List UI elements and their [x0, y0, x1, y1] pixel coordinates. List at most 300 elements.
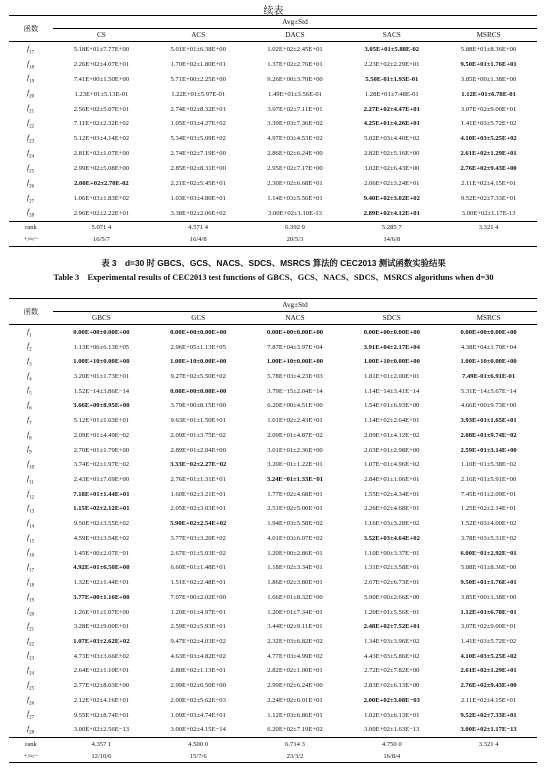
result-cell: 1.00E+10±0.00E+00 — [170, 358, 227, 366]
result-cell: 5.12E+01±1.63E+01 — [73, 417, 130, 425]
function-label: $f_{20}$ — [27, 88, 35, 100]
result-cell: 3.79E+00±8.15E+00 — [170, 402, 226, 410]
table-row — [9, 116, 537, 131]
function-label: $f_{21}$ — [27, 103, 35, 115]
function-label: $f_6$ — [27, 400, 32, 412]
table-row — [9, 561, 537, 576]
result-cell: 2.77E+02±8.03E+00 — [73, 682, 130, 690]
result-cell: 3.00E+02±1.17E-13 — [461, 209, 516, 217]
result-cell: 1.66E+01±8.32E+00 — [267, 593, 323, 601]
result-cell: 1.20E+01±4.97E−01 — [170, 608, 226, 616]
result-cell: 2.51E+02±5.00E+01 — [267, 505, 323, 513]
function-label: $f_{26}$ — [27, 177, 35, 190]
wtl-label: +/≈/− — [9, 750, 53, 763]
result-cell: 1.32E+02±1.44E+01 — [73, 579, 130, 587]
algorithm-header: NACS — [247, 312, 344, 325]
result-cell: 5.31E−14±5.67E−14 — [460, 387, 517, 395]
result-cell: 7.49E-01±6.91E-01 — [462, 373, 516, 381]
rank-value: 3.321 4 — [440, 221, 537, 234]
result-cell: 3.77E+03±3.20E+02 — [170, 534, 226, 542]
result-cell: 2.43E+01±7.69E+00 — [73, 476, 130, 484]
result-cell: 9.50E+01±1.76E+01 — [460, 579, 517, 587]
function-label: $f_{26}$ — [27, 694, 35, 707]
result-cell: 1.02E+02±2.45E+01 — [247, 42, 344, 57]
result-cell: 1.10E+00±3.37E−01 — [364, 549, 420, 557]
result-cell: 3.44E+02±9.11E+01 — [267, 623, 323, 631]
result-cell: 2.59E+01±3.14E+00 — [460, 446, 517, 454]
rank-value: 5.071 4 — [53, 221, 150, 234]
result-cell: 3.93E+01±1.65E+01 — [460, 417, 517, 425]
continued-title: 续表 — [263, 6, 284, 17]
result-cell: 1.12E+01±6.78E-01 — [461, 90, 516, 98]
result-cell: 1.14E−14±3.41E−14 — [364, 387, 420, 395]
result-cell: 2.09E+01±4.87E−02 — [267, 431, 323, 439]
result-cell: 4.38E+04±1.70E+04 — [460, 343, 517, 351]
table-row — [9, 708, 537, 723]
result-cell: 5.18E+01±7.77E+00 — [53, 42, 150, 57]
result-cell: 2.89E+01±2.04E+00 — [170, 446, 226, 454]
result-cell: 1.15E+02±2.12E+01 — [73, 505, 130, 513]
table-row — [9, 472, 537, 487]
table-row — [9, 340, 537, 355]
result-cell: 1.55E+02±4.34E+01 — [364, 490, 420, 498]
result-cell: 2.76E+01±1.31E+01 — [170, 476, 226, 484]
result-cell: 2.84E+01±1.06E+01 — [364, 476, 420, 484]
result-cell: 2.82E+02±5.16E+00 — [364, 150, 420, 158]
result-cell: 3.28E+02±9.00E+01 — [73, 623, 130, 631]
result-cell: 2.48E+02±7.52E+01 — [363, 623, 420, 631]
result-cell: 1.12E+01±6.78E−01 — [460, 608, 517, 616]
rank-row — [9, 221, 537, 234]
result-cell: 1.54E+01±6.93E+00 — [364, 402, 420, 410]
result-cell: 9.47E+02±4.03E+02 — [170, 637, 226, 645]
result-cell: 3.85E+00±1.38E+00 — [460, 75, 517, 83]
table-row — [9, 42, 537, 57]
function-label: $f_{24}$ — [27, 665, 35, 677]
result-cell: 3.39E+03±7.36E+02 — [267, 120, 323, 128]
result-cell: 2.32E+03±6.82E+02 — [267, 637, 323, 645]
result-cell: 9.40E+02±3.02E+02 — [363, 194, 420, 202]
result-cell: 9.50E+02±3.55E+02 — [73, 520, 130, 528]
result-cell: 3.00E+02±1.17E−13 — [460, 726, 517, 734]
result-cell: 1.16E+03±3.28E+02 — [364, 520, 420, 528]
result-cell: 5.50E-01±1.93E-01 — [365, 75, 419, 83]
result-cell: 4.43E+03±5.86E+02 — [364, 652, 420, 660]
table-row — [9, 87, 537, 102]
result-cell: 2.09E+01±4.12E−02 — [364, 431, 420, 439]
result-cell: 1.02E+03±6.13E+01 — [364, 711, 420, 719]
result-cell: 1.09E+03±4.74E+01 — [170, 711, 226, 719]
result-cell: 5.01E+01±6.38E+00 — [150, 42, 247, 57]
result-cell: 0.00E+00±0.00E+00 — [343, 325, 440, 340]
function-label: $f_{22}$ — [27, 635, 35, 648]
result-cell: 3.38E+02±2.06E+02 — [170, 209, 226, 217]
wtl-value — [440, 750, 537, 763]
result-cell: 6.20E+02±7.19E+02 — [267, 726, 323, 734]
function-label: $f_{14}$ — [27, 517, 35, 530]
result-cell: 1.06E+03±1.83E+02 — [73, 194, 130, 202]
result-cell: 2.16E+01±5.91E+00 — [460, 476, 517, 484]
rank-label: rank — [9, 738, 53, 751]
result-cell: 9.50E+01±1.76E+01 — [460, 60, 517, 68]
function-label: $f_{18}$ — [27, 576, 35, 589]
function-label: $f_3$ — [27, 356, 32, 368]
result-cell: 7.18E+01±1.44E+01 — [73, 490, 130, 498]
result-cell: 1.00E+10±0.00E+00 — [460, 358, 517, 366]
function-label: $f_{19}$ — [27, 73, 35, 85]
result-cell: 2.00E+02±3.08E−03 — [363, 696, 420, 704]
result-cell: 1.18E+02±3.34E+01 — [267, 564, 323, 572]
result-cell: 2.59E+02±5.93E+01 — [170, 623, 226, 631]
result-cell: 2.74E+02±8.32E+01 — [170, 105, 226, 113]
result-cell: 2.61E+02±1.29E+01 — [460, 150, 517, 158]
table-row — [9, 678, 537, 693]
table-row — [9, 146, 537, 161]
function-label: $f_{28}$ — [27, 207, 35, 219]
function-label: $f_{15}$ — [27, 532, 35, 545]
rank-value: 3.321 4 — [440, 738, 537, 751]
result-cell: 2.76E+02±9.43E+00 — [460, 682, 517, 690]
result-cell: 3.24E−01±1.33E−01 — [266, 476, 324, 484]
result-cell: 3.79E−15±2.04E−14 — [267, 387, 323, 395]
result-cell: 1.00E+10±0.00E+00 — [73, 358, 130, 366]
function-label: $f_{22}$ — [27, 118, 35, 130]
result-cell: 2.96E+05±1.13E+05 — [170, 343, 226, 351]
table-caption-cn: 表 3 d=30 时 GBCS、GCS、NACS、SDCS、MSRCS 算法的 CEC2013 测试函数实验结果 — [101, 258, 446, 268]
rank-row — [9, 738, 537, 751]
result-cell: 2.12E+02±4.16E+01 — [73, 696, 130, 704]
result-cell: 3.78E+03±5.31E+02 — [460, 534, 517, 542]
function-label: $f_2$ — [27, 341, 32, 353]
rank-value: 4.571 4 — [150, 221, 247, 234]
result-cell: 2.72E+02±7.82E+00 — [364, 667, 420, 675]
table-row — [9, 531, 537, 546]
function-label: $f_{27}$ — [27, 192, 35, 205]
result-cell: 1.52E−14±3.86E−14 — [73, 387, 130, 395]
result-cell: 3.85E+00±1.38E+00 — [460, 593, 517, 601]
result-cell: 1.41E+03±5.72E+02 — [460, 120, 517, 128]
table-row — [9, 131, 537, 146]
result-cell: 2.26E+02±4.68E+01 — [364, 505, 420, 513]
result-cell: 9.26E+00±3.70E+00 — [267, 75, 323, 83]
result-cell: 4.77E+03±4.99E+02 — [267, 652, 323, 660]
wtl-value: 14/6/8 — [343, 234, 440, 247]
result-cell: 1.05E+03±4.27E+02 — [170, 120, 226, 128]
result-cell: 1.20E+01±5.56E−01 — [364, 608, 420, 616]
result-cell: 5.88E+01±8.36E+00 — [460, 564, 517, 572]
result-cell: 4.97E+03±4.53E+02 — [267, 135, 323, 143]
result-cell: 1.94E+03±5.58E+02 — [267, 520, 323, 528]
table-row — [9, 649, 537, 664]
table-row — [9, 502, 537, 517]
result-cell: 1.26E+01±1.07E+00 — [73, 608, 130, 616]
algorithm-header: SACS — [343, 29, 440, 42]
function-label: $f_{25}$ — [27, 162, 35, 175]
result-cell: 2.24E+02±6.01E+01 — [267, 696, 323, 704]
result-cell: 2.30E+02±6.68E+01 — [267, 179, 323, 187]
result-cell: 1.81E+01±2.00E+01 — [364, 373, 420, 381]
result-cell: 2.09E+01±4.49E−02 — [73, 431, 130, 439]
function-label: $f_4$ — [27, 370, 32, 383]
result-cell: 1.12E+03±6.86E+01 — [267, 711, 323, 719]
result-cell: 6.20E+00±4.51E+00 — [267, 402, 323, 410]
result-cell: 5.90E+02±2.54E+02 — [170, 520, 227, 528]
result-cell: 1.77E+02±4.68E+01 — [267, 490, 323, 498]
result-cell: 1.22E+01±5.97E-01 — [171, 90, 226, 98]
result-cell: 0.00E+00±0.00E+00 — [53, 325, 150, 340]
result-cell: 1.14E+03±5.56E+01 — [267, 194, 323, 202]
result-cell: 2.67E−01±5.03E−02 — [170, 549, 226, 557]
result-cell: 3.20E+01±1.73E+01 — [73, 373, 130, 381]
avg-std-header: Avg±Std — [53, 299, 537, 312]
function-label: $f_{17}$ — [27, 562, 35, 574]
result-cell: 0.00E+00±0.00E+00 — [440, 325, 537, 340]
result-cell: 2.00E+02±5.62E−03 — [170, 696, 226, 704]
algorithm-header: ACS — [150, 29, 247, 42]
result-cell: 2.96E+02±2.22E+01 — [73, 209, 130, 217]
table-row — [9, 619, 537, 634]
rank-value: 4.500 0 — [150, 738, 247, 751]
result-cell: 6.00E−01±2.92E−01 — [460, 549, 517, 557]
table-row — [9, 384, 537, 399]
algorithm-header: DACS — [247, 29, 344, 42]
result-cell: 3.07E+02±9.00E+01 — [460, 105, 517, 113]
result-cell: 1.20E+01±7.34E−01 — [267, 608, 323, 616]
function-header: 函数 — [9, 16, 53, 42]
wtl-value — [440, 234, 537, 247]
table-row — [9, 191, 537, 206]
function-label: $f_{23}$ — [27, 133, 35, 145]
result-cell: 5.88E+01±8.36E+00 — [440, 42, 537, 57]
table-row — [9, 72, 537, 87]
function-label: $f_{17}$ — [9, 42, 53, 57]
function-label: $f_{11}$ — [27, 473, 34, 486]
result-cell: 1.07E−01±4.96E−02 — [364, 461, 420, 469]
result-cell: 1.03E+03±4.80E+01 — [170, 194, 226, 202]
result-cell: 1.60E+02±3.21E+01 — [170, 490, 226, 498]
result-cell: 4.63E+03±4.82E+02 — [170, 652, 226, 660]
algorithm-header: CS — [53, 29, 150, 42]
result-cell: 2.56E+02±5.07E+01 — [73, 105, 130, 113]
result-cell: 4.10E+03±5.25E+02 — [460, 652, 517, 660]
table-row — [9, 457, 537, 472]
function-label: $f_8$ — [27, 429, 32, 442]
function-label: $f_{20}$ — [27, 606, 35, 618]
result-cell: 7.45E+01±2.09E+01 — [460, 490, 517, 498]
result-cell: 3.01E+01±2.36E+00 — [267, 446, 323, 454]
algorithm-header: MSRCS — [440, 29, 537, 42]
result-cell: 2.67E+02±6.73E+01 — [364, 579, 420, 587]
table-row — [9, 206, 537, 221]
result-cell: 2.05E+02±3.03E+01 — [170, 505, 226, 513]
rank-value: 4.750 0 — [343, 738, 440, 751]
result-cell: 7.11E+02±2.32E+02 — [73, 120, 129, 128]
wtl-value: 20/5/3 — [247, 234, 344, 247]
result-cell: 1.49E+01±3.56E-01 — [268, 90, 322, 98]
result-cell: 2.99E+02±5.08E+00 — [73, 165, 130, 173]
result-cell: 2.74E+02±7.19E+00 — [170, 150, 226, 158]
result-cell: 1.70E+02±1.80E+01 — [170, 60, 226, 68]
table-row — [9, 102, 537, 117]
result-cell: 4.66E+00±9.73E+00 — [460, 402, 517, 410]
wtl-value: 23/3/2 — [247, 750, 344, 763]
result-cell: 7.07E+00±2.02E+00 — [170, 593, 226, 601]
result-cell: 1.20E+00±2.86E−01 — [267, 549, 323, 557]
result-cell: 4.59E+03±3.54E+02 — [73, 534, 130, 542]
function-label: $f_{13}$ — [27, 503, 35, 515]
result-cell: 0.00E+00±0.00E+00 — [150, 325, 247, 340]
function-label: $f_5$ — [27, 385, 32, 397]
result-cell: 3.02E+02±6.43E+00 — [364, 165, 420, 173]
table-row — [9, 325, 537, 340]
result-cell: 2.89E+02±4.12E+01 — [363, 209, 420, 217]
function-header: 函数 — [9, 299, 53, 325]
result-cell: 3.00E+02±1.10E-13 — [268, 209, 322, 217]
result-cell: 3.07E+02±9.00E+01 — [460, 623, 517, 631]
result-cell: 2.23E+02±2.29E+01 — [364, 60, 420, 68]
result-cell: 1.25E+02±2.14E+01 — [460, 505, 517, 513]
results-table-continued — [9, 15, 537, 247]
result-cell: 4.73E+03±3.66E+02 — [73, 652, 130, 660]
result-cell: 5.02E+03±4.40E+02 — [364, 135, 420, 143]
result-cell: 2.63E+01±2.98E+00 — [364, 446, 420, 454]
result-cell: 1.28E+01±7.48E-01 — [364, 90, 419, 98]
result-cell: 2.08E+01±9.74E−02 — [460, 431, 517, 439]
algorithm-header: GBCS — [53, 312, 150, 325]
result-cell: 1.45E+00±2.07E−01 — [73, 549, 130, 557]
result-cell: 4.01E+03±6.07E+02 — [267, 534, 323, 542]
wtl-value: 15/7/6 — [150, 750, 247, 763]
result-cell: 1.01E+02±2.43E+01 — [267, 417, 323, 425]
result-cell: 3.52E+03±4.64E+02 — [363, 534, 420, 542]
algorithm-header: MSRCS — [440, 312, 537, 325]
table-row — [9, 369, 537, 384]
result-cell: 2.70E+01±1.79E+00 — [73, 446, 130, 454]
result-cell: 2.00E+02±2.70E-02 — [74, 179, 129, 187]
result-cell: 1.34E+03±3.96E+02 — [364, 637, 420, 645]
result-cell: 2.95E+02±7.17E+00 — [267, 165, 323, 173]
table-row — [9, 487, 537, 502]
result-cell: 2.86E+02±6.24E+00 — [267, 150, 323, 158]
result-cell: 0.00E+00±0.00E+00 — [170, 387, 227, 395]
result-cell: 7.87E+04±3.97E+04 — [267, 343, 323, 351]
table-row — [9, 590, 537, 605]
result-cell: 1.23E+01±5.13E-01 — [74, 90, 129, 98]
result-cell: 0.00E+00±0.00E+00 — [247, 325, 344, 340]
algorithm-header: SDCS — [343, 312, 440, 325]
result-cell: 9.55E+02±8.74E+01 — [73, 711, 130, 719]
function-label: $f_{27}$ — [27, 709, 35, 721]
result-cell: 3.74E−02±1.97E−02 — [73, 461, 130, 469]
rank-value: 6.392 9 — [247, 221, 344, 234]
result-cell: 2.06E+02±3.24E+01 — [364, 179, 420, 187]
table-row — [9, 575, 537, 590]
table-row — [9, 57, 537, 72]
table-row — [9, 443, 537, 458]
result-cell: 1.86E+02±3.80E+01 — [267, 579, 323, 587]
avg-std-header: Avg±Std — [53, 16, 537, 29]
table-row — [9, 161, 537, 176]
result-cell: 1.31E+02±3.58E+01 — [364, 564, 420, 572]
table-row — [9, 605, 537, 620]
table-row — [9, 516, 537, 531]
rank-label: rank — [9, 221, 53, 234]
table-row — [9, 413, 537, 428]
wtl-value: 12/10/6 — [53, 750, 150, 763]
result-cell: 2.61E+02±1.29E+01 — [460, 667, 517, 675]
result-cell: 1.13E+06±6.13E+05 — [73, 343, 130, 351]
result-cell: 9.52E+02±7.33E+01 — [460, 194, 517, 202]
function-label: $f_9$ — [27, 444, 32, 456]
result-cell: 3.05E+01±5.88E-02 — [343, 42, 440, 57]
result-cell: 1.00E+10±0.00E+00 — [363, 358, 420, 366]
rank-value: 4.357 1 — [53, 738, 150, 751]
result-cell: 2.82E+02±1.00E+01 — [267, 667, 323, 675]
result-cell: 2.99E+02±6.50E+00 — [170, 682, 226, 690]
result-cell: 1.14E+02±2.64E+01 — [364, 417, 420, 425]
result-cell: 2.11E+02±4.15E+01 — [461, 179, 517, 187]
result-cell: 3.91E+04±2.17E+04 — [363, 343, 420, 351]
table-row — [9, 546, 537, 561]
algorithm-header: GCS — [150, 312, 247, 325]
table-row — [9, 354, 537, 369]
wtl-value: 16/8/4 — [343, 750, 440, 763]
table-row — [9, 634, 537, 649]
result-cell: 5.34E+03±5.09E+02 — [170, 135, 226, 143]
table-row — [9, 428, 537, 443]
table-caption-en: Table 3 Experimental results of CEC2013 test functions of GBCS、GCS、NACS、SDCS、MSRCS algorithms when d=30 — [53, 273, 494, 282]
result-cell: 2.64E+02±1.10E+01 — [73, 667, 130, 675]
function-label: $f_{19}$ — [27, 591, 35, 604]
result-cell: 5.12E+03±4.14E+02 — [73, 135, 130, 143]
result-cell: 1.10E−01±5.38E−02 — [460, 461, 517, 469]
function-label: $f_{25}$ — [27, 679, 35, 692]
table-row — [9, 693, 537, 708]
result-cell: 2.83E+02±6.13E+00 — [364, 682, 420, 690]
result-cell: 2.21E+02±5.45E+01 — [170, 179, 226, 187]
wtl-value: 16/5/7 — [53, 234, 150, 247]
table-row — [9, 722, 537, 737]
rank-value: 5.285 7 — [343, 221, 440, 234]
table-row — [9, 664, 537, 679]
result-cell: 3.00E+02±2.56E−13 — [73, 726, 130, 734]
wtl-value: 16/4/8 — [150, 234, 247, 247]
result-cell: 1.00E+10±0.00E+00 — [266, 358, 324, 366]
result-cell: 3.07E+02±7.11E+01 — [267, 105, 323, 113]
result-cell: 4.10E+03±5.25E+02 — [460, 135, 517, 143]
function-label: $f_{24}$ — [27, 147, 35, 160]
result-cell: 2.99E+02±6.24E+00 — [267, 682, 323, 690]
function-label: $f_{21}$ — [27, 620, 35, 633]
result-cell: 4.92E+01±6.50E+00 — [73, 564, 130, 572]
win-tie-loss-row — [9, 234, 537, 247]
wtl-label: +/≈/− — [9, 234, 53, 247]
function-label: $f_{16}$ — [27, 547, 35, 559]
result-cell: 9.52E+02±7.33E+01 — [460, 711, 517, 719]
result-cell: 9.27E+02±5.50E+02 — [170, 373, 226, 381]
function-label: $f_{10}$ — [27, 459, 35, 471]
result-cell: 3.20E−01±1.22E−01 — [267, 461, 323, 469]
result-cell: 1.41E+03±5.72E+02 — [460, 637, 517, 645]
result-cell: 1.51E+02±2.48E+01 — [170, 579, 226, 587]
result-cell: 2.80E+02±1.13E+01 — [170, 667, 226, 675]
result-cell: 6.60E+01±1.48E+01 — [170, 564, 226, 572]
function-label: $f_{12}$ — [27, 488, 35, 501]
result-cell: 1.37E+02±2.76E+01 — [267, 60, 323, 68]
result-cell: 2.27E+02±4.47E+01 — [363, 105, 420, 113]
function-label: $f_7$ — [27, 414, 32, 427]
result-cell: 3.66E+00±8.95E+00 — [73, 402, 130, 410]
